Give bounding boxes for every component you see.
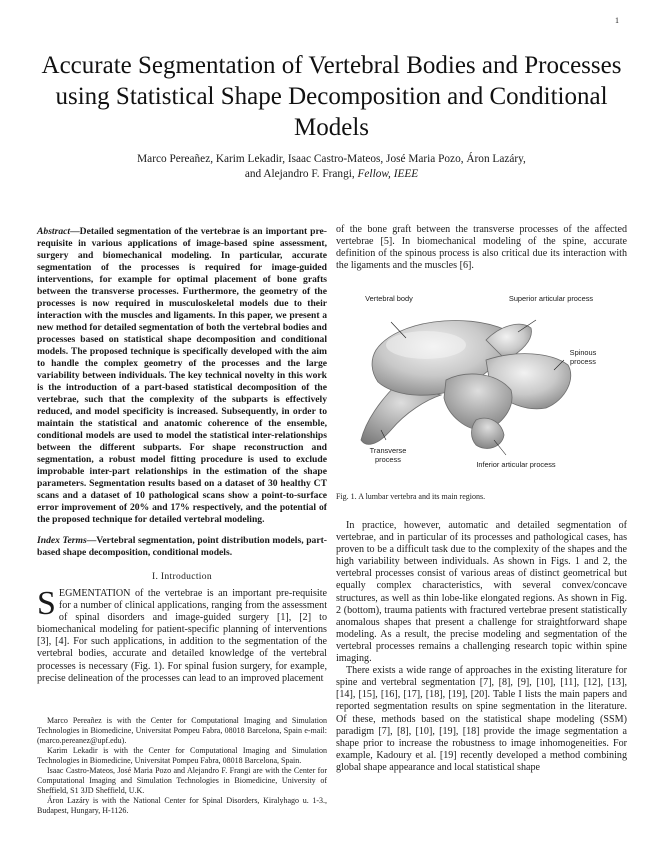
index-terms-label: Index Terms — [37, 535, 87, 546]
intro-paragraph-1 — [37, 585, 327, 685]
intro-paragraph-1-text: EGMENTATION of the vertebrae is an important pre-requisite for a number of clinical applications, ranging from the assessment of spinal disorders and image-guided surgery [1], [2] to biomechanical modeling for patient-specific planning of interventions [3], [4]. For such applications, in addition to the segmentation of the vertebral bodies, accurate and detailed knowledge of the vertebral processes is necessary (Fig. 1). For spinal fusion surgery, for example, precise delineation of the processes can lead to an improved placement — [37, 588, 327, 684]
page-number: 1 — [615, 16, 619, 25]
figure-caption: Fig. 1. A lumbar vertebra and its main regions. — [336, 492, 486, 501]
footnote: Isaac Castro-Mateos, José Maria Pozo and Alejandro F. Frangi are with the Center for Computational Imaging and Simulation Technologies in Biomedicine, University of Sheffield, S1 3JD Sheffield, U.K. — [37, 766, 327, 795]
abstract — [37, 226, 327, 526]
footnote: Karim Lekadir is with the Center for Computational Imaging and Simulation Technologies in Biomedicine, Universitat Pompeu Fabra, 08018 Barcelona, Spain. — [37, 746, 327, 765]
index-terms — [37, 535, 327, 559]
drop-cap: S — [37, 585, 56, 622]
right-column-body — [336, 520, 627, 774]
authors-line-2-names: and Alejandro F. Frangi, — [244, 168, 355, 180]
label-transverse-process: Transverse process — [369, 446, 407, 464]
label-vertebral-body: Vertebral body — [365, 294, 413, 303]
label-spinous-process: Spinous process — [569, 348, 597, 366]
footnote: Marco Pereañez is with the Center for Computational Imaging and Simulation Technologies in Biomedicine, Universitat Pompeu Fabra, 08018 Barcelona, Spain e-mail: (marco.pereanez@upf.edu). — [37, 716, 327, 745]
author-footnotes — [37, 716, 327, 816]
index-terms-body: —Vertebral segmentation, point distribution models, part-based shape decomposition, conditional models. — [37, 535, 327, 558]
right-paragraph-1: In practice, however, automatic and detailed segmentation of vertebrae, and in particular of its processes and pathological cases, has proven to be a difficult task due to the complexity of the shapes and the high variability between individuals. As shown in Figs. 1 and 2, the vertebral processes consist of various areas of distinct geometrical but equally complex characteristics, with several convex/concave structures, as well as thin lobe-like elongated regions. As shown in Fig. 2 (bottom), trauma patients with fractured vertebrae present statistically anomalous shapes that present a challenge for straightforward shape modeling. As a result, the precise modeling and segmentation of the vertebral processes remains a challenging research topic within spine imaging. — [336, 520, 627, 665]
abstract-body: —Detailed segmentation of the vertebrae is an important pre-requisite in various applications of image-based spine assessment, surgery and biomechanical modeling. In particular, accurate segmentation of the processes is required for image-guided interventions, for example for optimal placement of bone grafts between the transverse processes. Furthermore, the geometry of the processes is now required in musculoskeletal models due to their interaction with the muscles and ligaments. In this paper, we present a new method for detailed segmentation of both the vertebral bodies and processes based on statistical shape decomposition and conditional models. The proposed technique is specifically developed with the aim to handle the complex geometry of the processes and the large variability between individuals. The key technical novelty in this work is the introduction of a part-based statistical decomposition of the vertebrae, such that the complexity of the subparts is effectively reduced, and model specificity is increased. Subsequently, in order to maintain the statistical and anatomic coherence of the ensemble, conditional models are used to model the statistical inter-relationships between the different subparts. For shape reconstruction and segmentation, a robust model fitting procedure is used to exclude improbable inter-part relationships in the estimation of the shape parameters. Segmentation results based on a dataset of 30 healthy CT scans and a dataset of 10 pathological scans show a point-to-surface error improvement of 20% and 17% respectively, and the potential of the proposed technique for detailed vertebral modeling. — [37, 226, 327, 525]
authors-line-2 — [40, 167, 623, 182]
right-column-top-text: of the bone graft between the transverse processes of the affected vertebrae [5]. In biomechanical modeling of the spine, accurate definition of the spinous process is also critical due its interaction with the ligaments and the muscles [6]. — [336, 224, 627, 272]
right-paragraph-2: There exists a wide range of approaches in the existing literature for spine and vertebral segmentation [7], [8], [9], [10], [11], [12], [13], [14], [15], [16], [17], [18], [19], [20]. Table I lists the main papers and reported segmentation results on spine segmentation in the literature. Of these, methods based on the statistical shape modeling (SSM) paradigm [7], [8], [10], [19], [18] provide the image segmentation a shape prior to increase the robustness to image inhomogeneities. For example, Kadoury et al. [19] recently developed a method combining global shape appearance and local statistical shape — [336, 665, 627, 773]
figure-1 — [336, 290, 627, 490]
author-list — [40, 152, 623, 182]
fellow-ieee: Fellow, IEEE — [357, 168, 419, 180]
label-inferior-articular-process: Inferior articular process — [476, 460, 556, 469]
authors-line-1: Marco Pereañez, Karim Lekadir, Isaac Castro-Mateos, José Maria Pozo, Áron Lazáry, — [137, 153, 526, 165]
abstract-label: Abstract — [37, 226, 71, 237]
section-heading-introduction: I. Introduction — [152, 571, 212, 582]
paper-title: Accurate Segmentation of Vertebral Bodies and Processes using Statistical Shape Decomposition and Conditional Models — [41, 52, 622, 141]
footnote: Áron Lazáry is with the National Center for Spinal Disorders, Kiralyhago u. 1-3., Budapest, Hungary, H-1126. — [37, 796, 327, 815]
label-superior-articular-process: Superior articular process — [508, 294, 594, 303]
introduction-body — [37, 585, 327, 685]
